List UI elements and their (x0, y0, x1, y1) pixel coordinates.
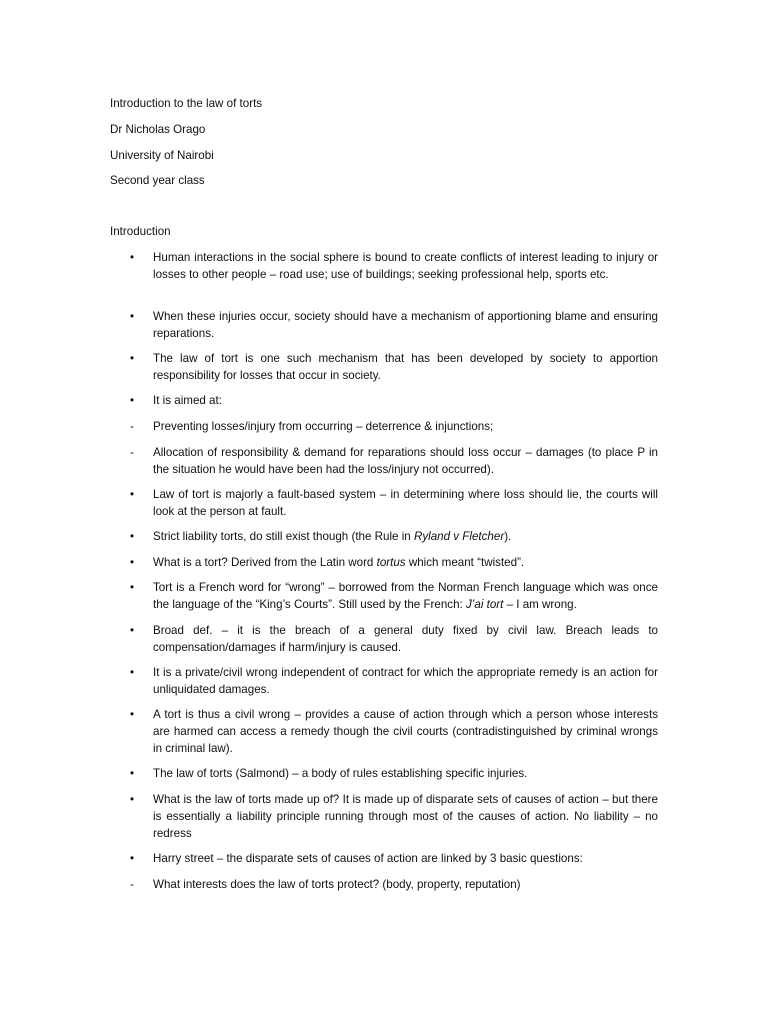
dash-marker: - (130, 878, 134, 891)
bullet-marker: • (130, 767, 135, 780)
french-phrase-italic: J’ai tort (466, 598, 504, 611)
list-item-text (153, 554, 658, 571)
text-run: which meant “twisted”. (405, 556, 525, 569)
list-item-text: Preventing losses/injury from occurring – deterrence & injunctions; (153, 420, 494, 433)
dash-marker: - (130, 446, 134, 459)
list-item-text: What is the law of torts made up of? It is made up of disparate sets of causes of action – but there is essentially a liability principle running through most of the causes of action. No liability – no redress (153, 793, 658, 840)
list-item-text (153, 579, 658, 613)
bullet-marker: • (130, 251, 135, 264)
list-item-text: A tort is thus a civil wrong – provides a cause of action through which a person whose interests are harmed can access a remedy though the civil courts (contradistinguished by criminal wrongs in criminal law). (153, 708, 658, 755)
section-heading: Introduction (110, 225, 171, 238)
document-title: Introduction to the law of torts (110, 97, 263, 110)
list-item-text: What interests does the law of torts protect? (body, property, reputation) (153, 878, 521, 891)
list-item-text: Allocation of responsibility & demand for reparations should loss occur – damages (to place P in the situation he would have been had the loss/injury not occurred). (153, 446, 658, 476)
text-run: ). (504, 530, 512, 543)
latin-term-italic: tortus (376, 556, 406, 569)
list-item-text: It is a private/civil wrong independent of contract for which the appropriate remedy is an action for unliquidated damages. (153, 666, 658, 696)
bullet-marker: • (130, 394, 135, 407)
bullet-marker: • (130, 708, 135, 721)
case-name-italic: Ryland v Fletcher (413, 530, 505, 543)
text-run: – I am wrong. (503, 598, 577, 611)
bullet-marker: • (130, 530, 135, 543)
dash-marker: - (130, 420, 134, 433)
bullet-marker: • (130, 310, 135, 323)
bullet-marker: • (130, 666, 135, 679)
bullet-marker: • (130, 624, 135, 637)
list-item-text: Law of tort is majorly a fault-based system – in determining where loss should lie, the courts will look at the person at fault. (153, 488, 658, 518)
list-item-text: The law of torts (Salmond) – a body of rules establishing specific injuries. (153, 767, 528, 780)
bullet-marker: • (130, 852, 135, 865)
list-item-text: Human interactions in the social sphere is bound to create conflicts of interest leading to injury or losses to other people – road use; use of buildings; seeking professional help, sports etc. (153, 251, 658, 281)
bullet-marker: • (130, 488, 135, 501)
bullet-marker: • (130, 581, 135, 594)
class-label: Second year class (110, 174, 205, 187)
text-run: What is a tort? Derived from the Latin word (153, 556, 377, 569)
list-item-text: When these injuries occur, society should have a mechanism of apportioning blame and ensuring reparations. (153, 310, 658, 340)
institution-name: University of Nairobi (110, 149, 214, 162)
bullet-marker: • (130, 352, 135, 365)
list-item-text: The law of tort is one such mechanism that has been developed by society to apportion responsibility for losses that occur in society. (153, 352, 658, 382)
list-item-text: Broad def. – it is the breach of a general duty fixed by civil law. Breach leads to compensation/damages if harm/injury is caused. (153, 624, 658, 654)
list-item-text (153, 528, 658, 545)
text-run: Strict liability torts, do still exist though (the Rule in (153, 530, 414, 543)
text-run: Tort is a French word for “wrong” – borrowed from the Norman French language which was once the language of the “King’s Courts”. Still used by the French: (153, 581, 658, 611)
bullet-marker: • (130, 556, 135, 569)
list-item-text: Harry street – the disparate sets of causes of action are linked by 3 basic questions: (153, 852, 583, 865)
list-item-text: It is aimed at: (153, 394, 222, 407)
author-name: Dr Nicholas Orago (110, 123, 206, 136)
bullet-marker: • (130, 793, 135, 806)
